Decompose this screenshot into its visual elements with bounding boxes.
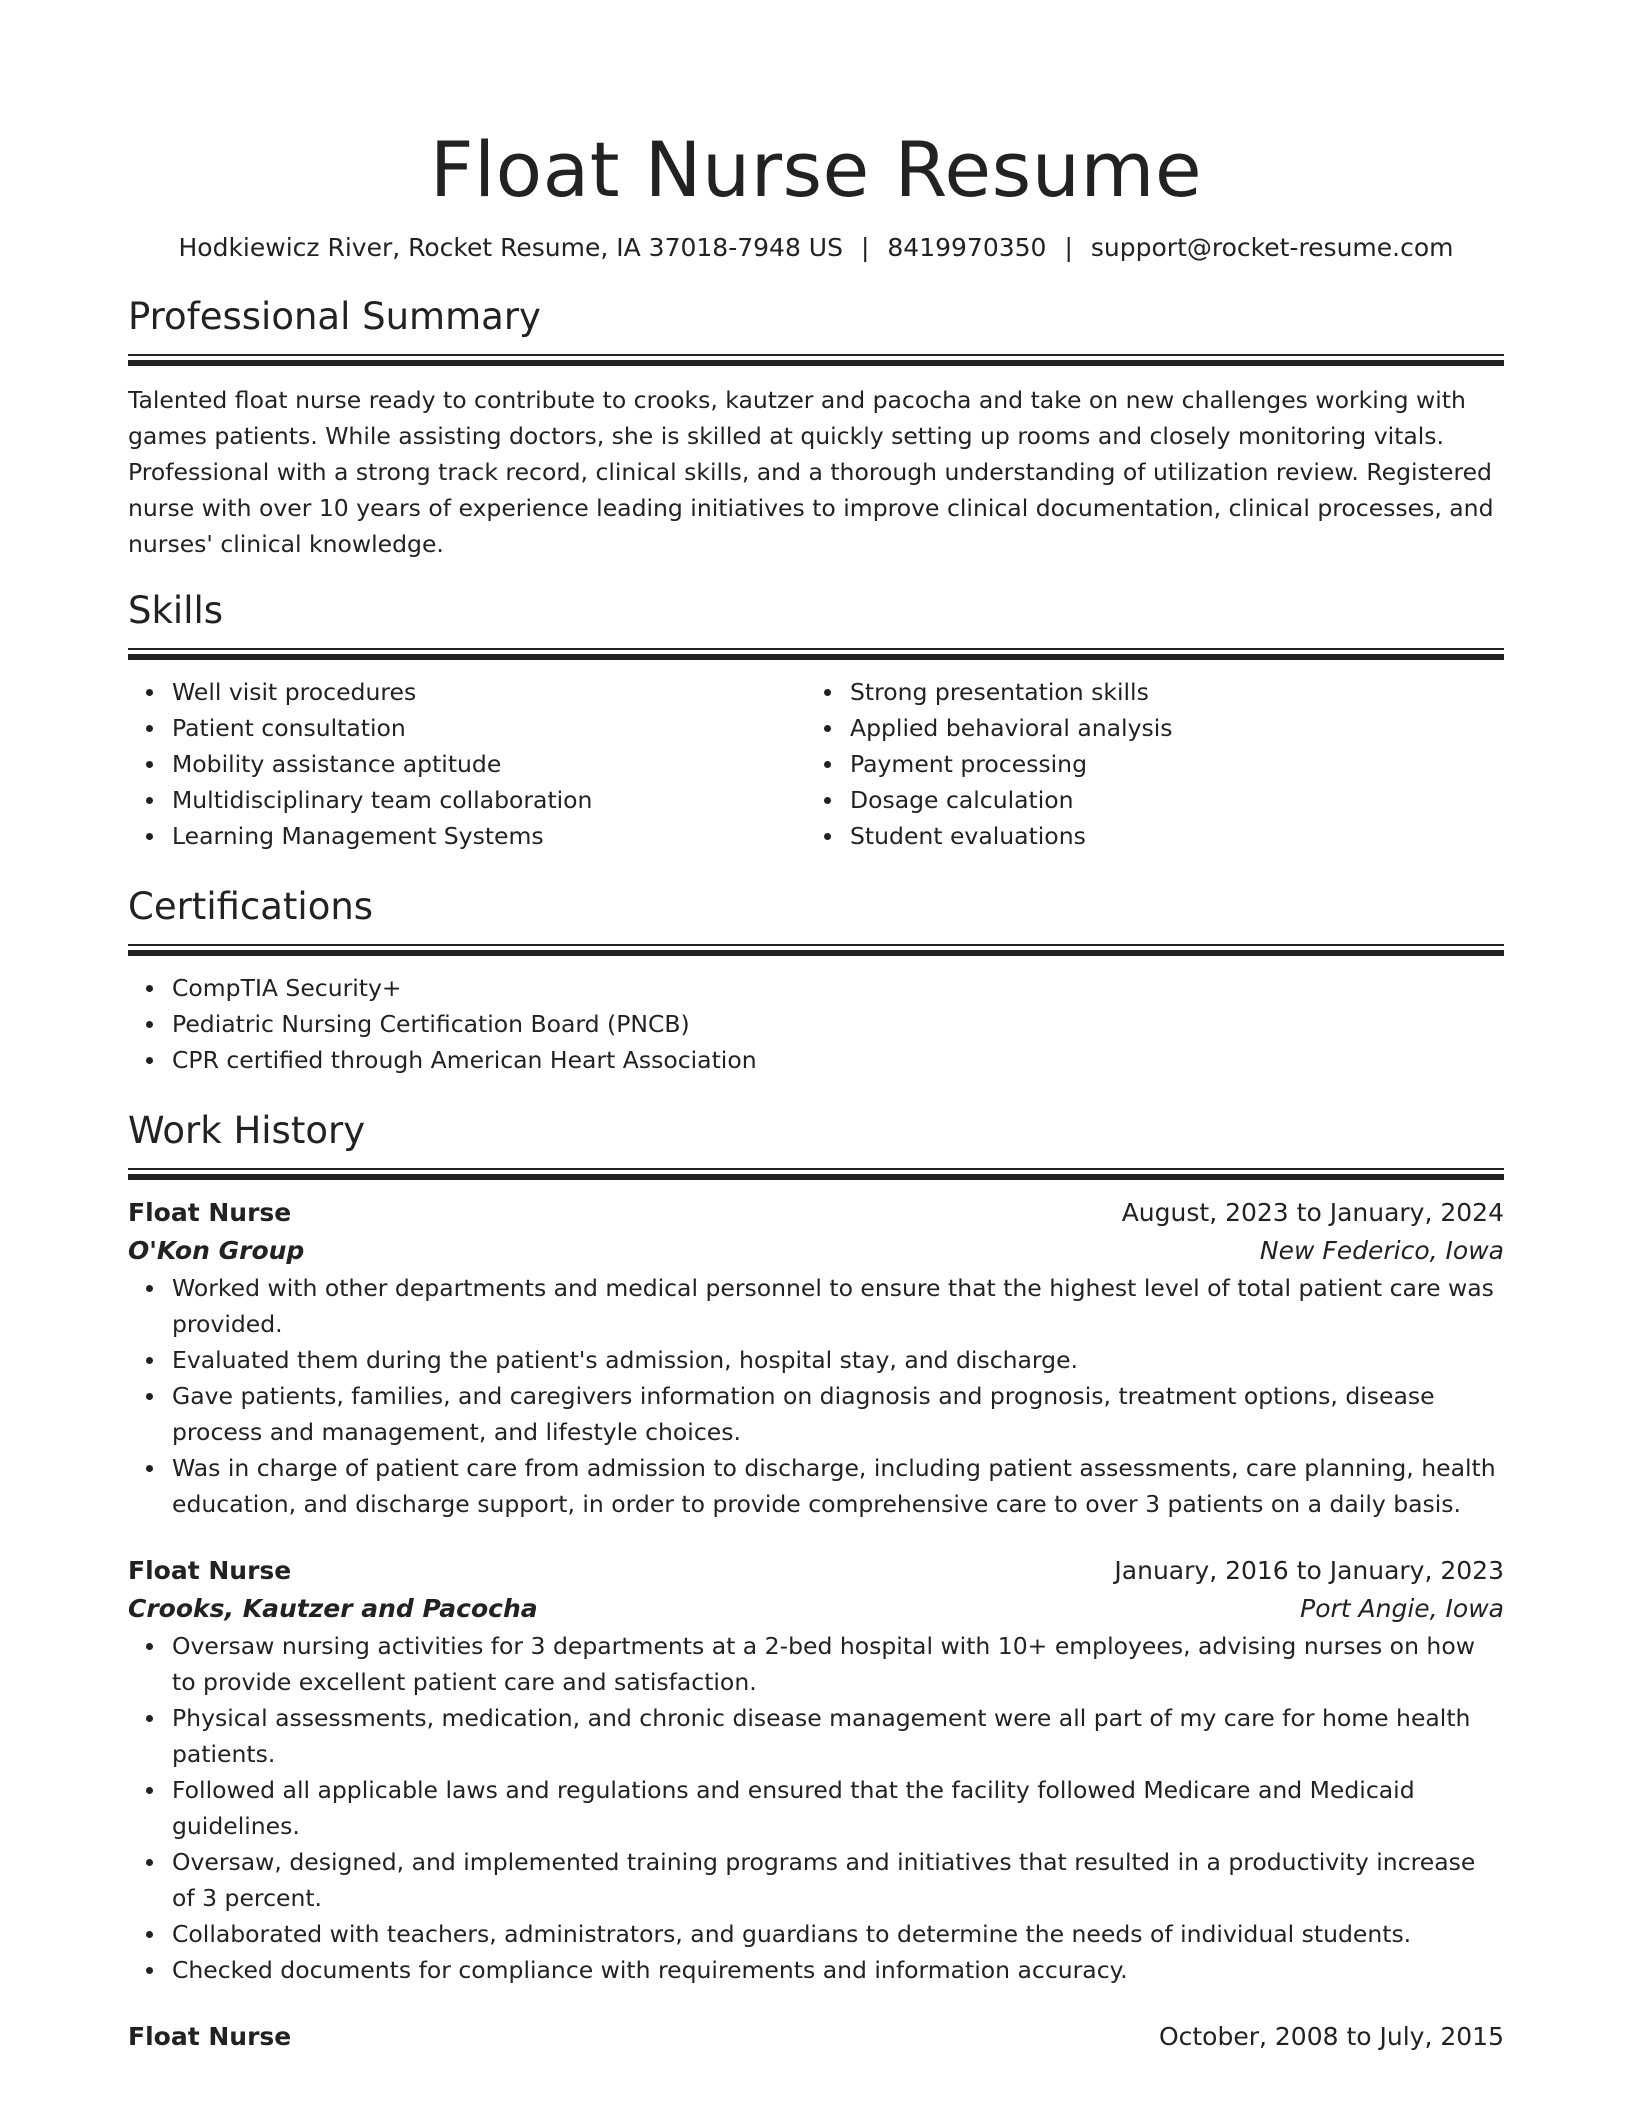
list-item: Payment processing — [850, 746, 1484, 782]
list-item: Oversaw, designed, and implemented training programs and initiatives that resulted in a productivity increase of 3 percent. — [172, 1844, 1504, 1916]
job-header — [128, 1552, 1504, 1590]
contact-line — [128, 232, 1504, 264]
job-title: Float Nurse — [128, 1556, 292, 1585]
list-item: Well visit procedures — [172, 674, 806, 710]
summary-text: Talented float nurse ready to contribute to crooks, kautzer and pacocha and take on new challenges working with games patients. While assisting doctors, she is skilled at quickly setting up rooms and closely monitoring vitals. Professional with a strong track record, clinical skills, and a thorough understanding of utilization review. Registered nurse with over 10 years of experience leading initiatives to improve clinical documentation, clinical processes, and nurses' clinical knowledge. — [128, 386, 1494, 558]
job-location: New Federico, Iowa — [1259, 1236, 1504, 1265]
skills-list-left — [128, 674, 806, 854]
list-item: Patient consultation — [172, 710, 806, 746]
section-divider — [128, 1168, 1504, 1178]
job-duties — [128, 1270, 1504, 1522]
skills-heading: Skills — [128, 589, 224, 632]
list-item: Checked documents for compliance with requirements and information accuracy. — [172, 1952, 1504, 1988]
job-header — [128, 2018, 1504, 2056]
job-location: Port Angie, Iowa — [1300, 1594, 1504, 1623]
list-item: Gave patients, families, and caregivers information on diagnosis and prognosis, treatment options, disease process and management, and lifestyle choices. — [172, 1378, 1504, 1450]
summary-section — [128, 294, 1504, 562]
certifications-heading: Certifications — [128, 885, 374, 928]
contact-email[interactable]: support@rocket-resume.com — [1090, 233, 1454, 262]
list-item: Learning Management Systems — [172, 818, 806, 854]
list-item: Oversaw nursing activities for 3 departments at a 2-bed hospital with 10+ employees, advising nurses on how to provide excellent patient care and satisfaction. — [172, 1628, 1504, 1700]
section-divider — [128, 648, 1504, 658]
skills-column-right — [806, 674, 1484, 854]
job-entry — [128, 1194, 1504, 1522]
work-history-heading: Work History — [128, 1109, 366, 1152]
page-title: Float Nurse Resume — [429, 125, 1203, 214]
list-item: Worked with other departments and medical personnel to ensure that the highest level of total patient care was provided. — [172, 1270, 1504, 1342]
list-item: CPR certified through American Heart Association — [172, 1042, 1504, 1078]
skills-grid — [128, 674, 1504, 854]
list-item: Strong presentation skills — [850, 674, 1484, 710]
job-dates: August, 2023 to January, 2024 — [1121, 1198, 1504, 1227]
skills-section — [128, 588, 1504, 854]
list-item: CompTIA Security+ — [172, 970, 1504, 1006]
job-company: O'Kon Group — [128, 1236, 305, 1265]
job-title: Float Nurse — [128, 1198, 292, 1227]
job-title: Float Nurse — [128, 2022, 292, 2051]
section-divider — [128, 944, 1504, 954]
resume-page — [128, 0, 1504, 2056]
contact-address: Hodkiewicz River, Rocket Resume, IA 37018-7948 US — [178, 233, 843, 262]
job-duties — [128, 1628, 1504, 1988]
job-dates: January, 2016 to January, 2023 — [1114, 1556, 1504, 1585]
contact-separator: | — [860, 233, 870, 262]
contact-separator: | — [1064, 233, 1073, 262]
list-item: Physical assessments, medication, and chronic disease management were all part of my care for home health patients. — [172, 1700, 1504, 1772]
skills-list-right — [806, 674, 1484, 854]
contact-phone: 8419970350 — [887, 233, 1047, 262]
job-dates: October, 2008 to July, 2015 — [1158, 2022, 1504, 2051]
list-item: Was in charge of patient care from admission to discharge, including patient assessments, care planning, health education, and discharge support, in order to provide comprehensive care to over 3 patients on a daily basis. — [172, 1450, 1504, 1522]
list-item: Followed all applicable laws and regulations and ensured that the facility followed Medicare and Medicaid guidelines. — [172, 1772, 1504, 1844]
list-item: Multidisciplinary team collaboration — [172, 782, 806, 818]
list-item: Pediatric Nursing Certification Board (PNCB) — [172, 1006, 1504, 1042]
job-entry — [128, 1552, 1504, 1988]
work-history-section — [128, 1108, 1504, 2056]
list-item: Student evaluations — [850, 818, 1484, 854]
job-company: Crooks, Kautzer and Pacocha — [128, 1594, 538, 1623]
list-item: Evaluated them during the patient's admission, hospital stay, and discharge. — [172, 1342, 1504, 1378]
job-entry — [128, 2018, 1504, 2056]
job-subheader — [128, 1232, 1504, 1270]
job-header — [128, 1194, 1504, 1232]
list-item: Mobility assistance aptitude — [172, 746, 806, 782]
list-item: Collaborated with teachers, administrators, and guardians to determine the needs of individual students. — [172, 1916, 1504, 1952]
skills-column-left — [128, 674, 806, 854]
section-divider — [128, 354, 1504, 364]
certifications-section — [128, 884, 1504, 1078]
list-item: Dosage calculation — [850, 782, 1484, 818]
job-subheader — [128, 1590, 1504, 1628]
summary-heading: Professional Summary — [128, 295, 541, 338]
list-item: Applied behavioral analysis — [850, 710, 1484, 746]
certifications-list — [128, 970, 1504, 1078]
